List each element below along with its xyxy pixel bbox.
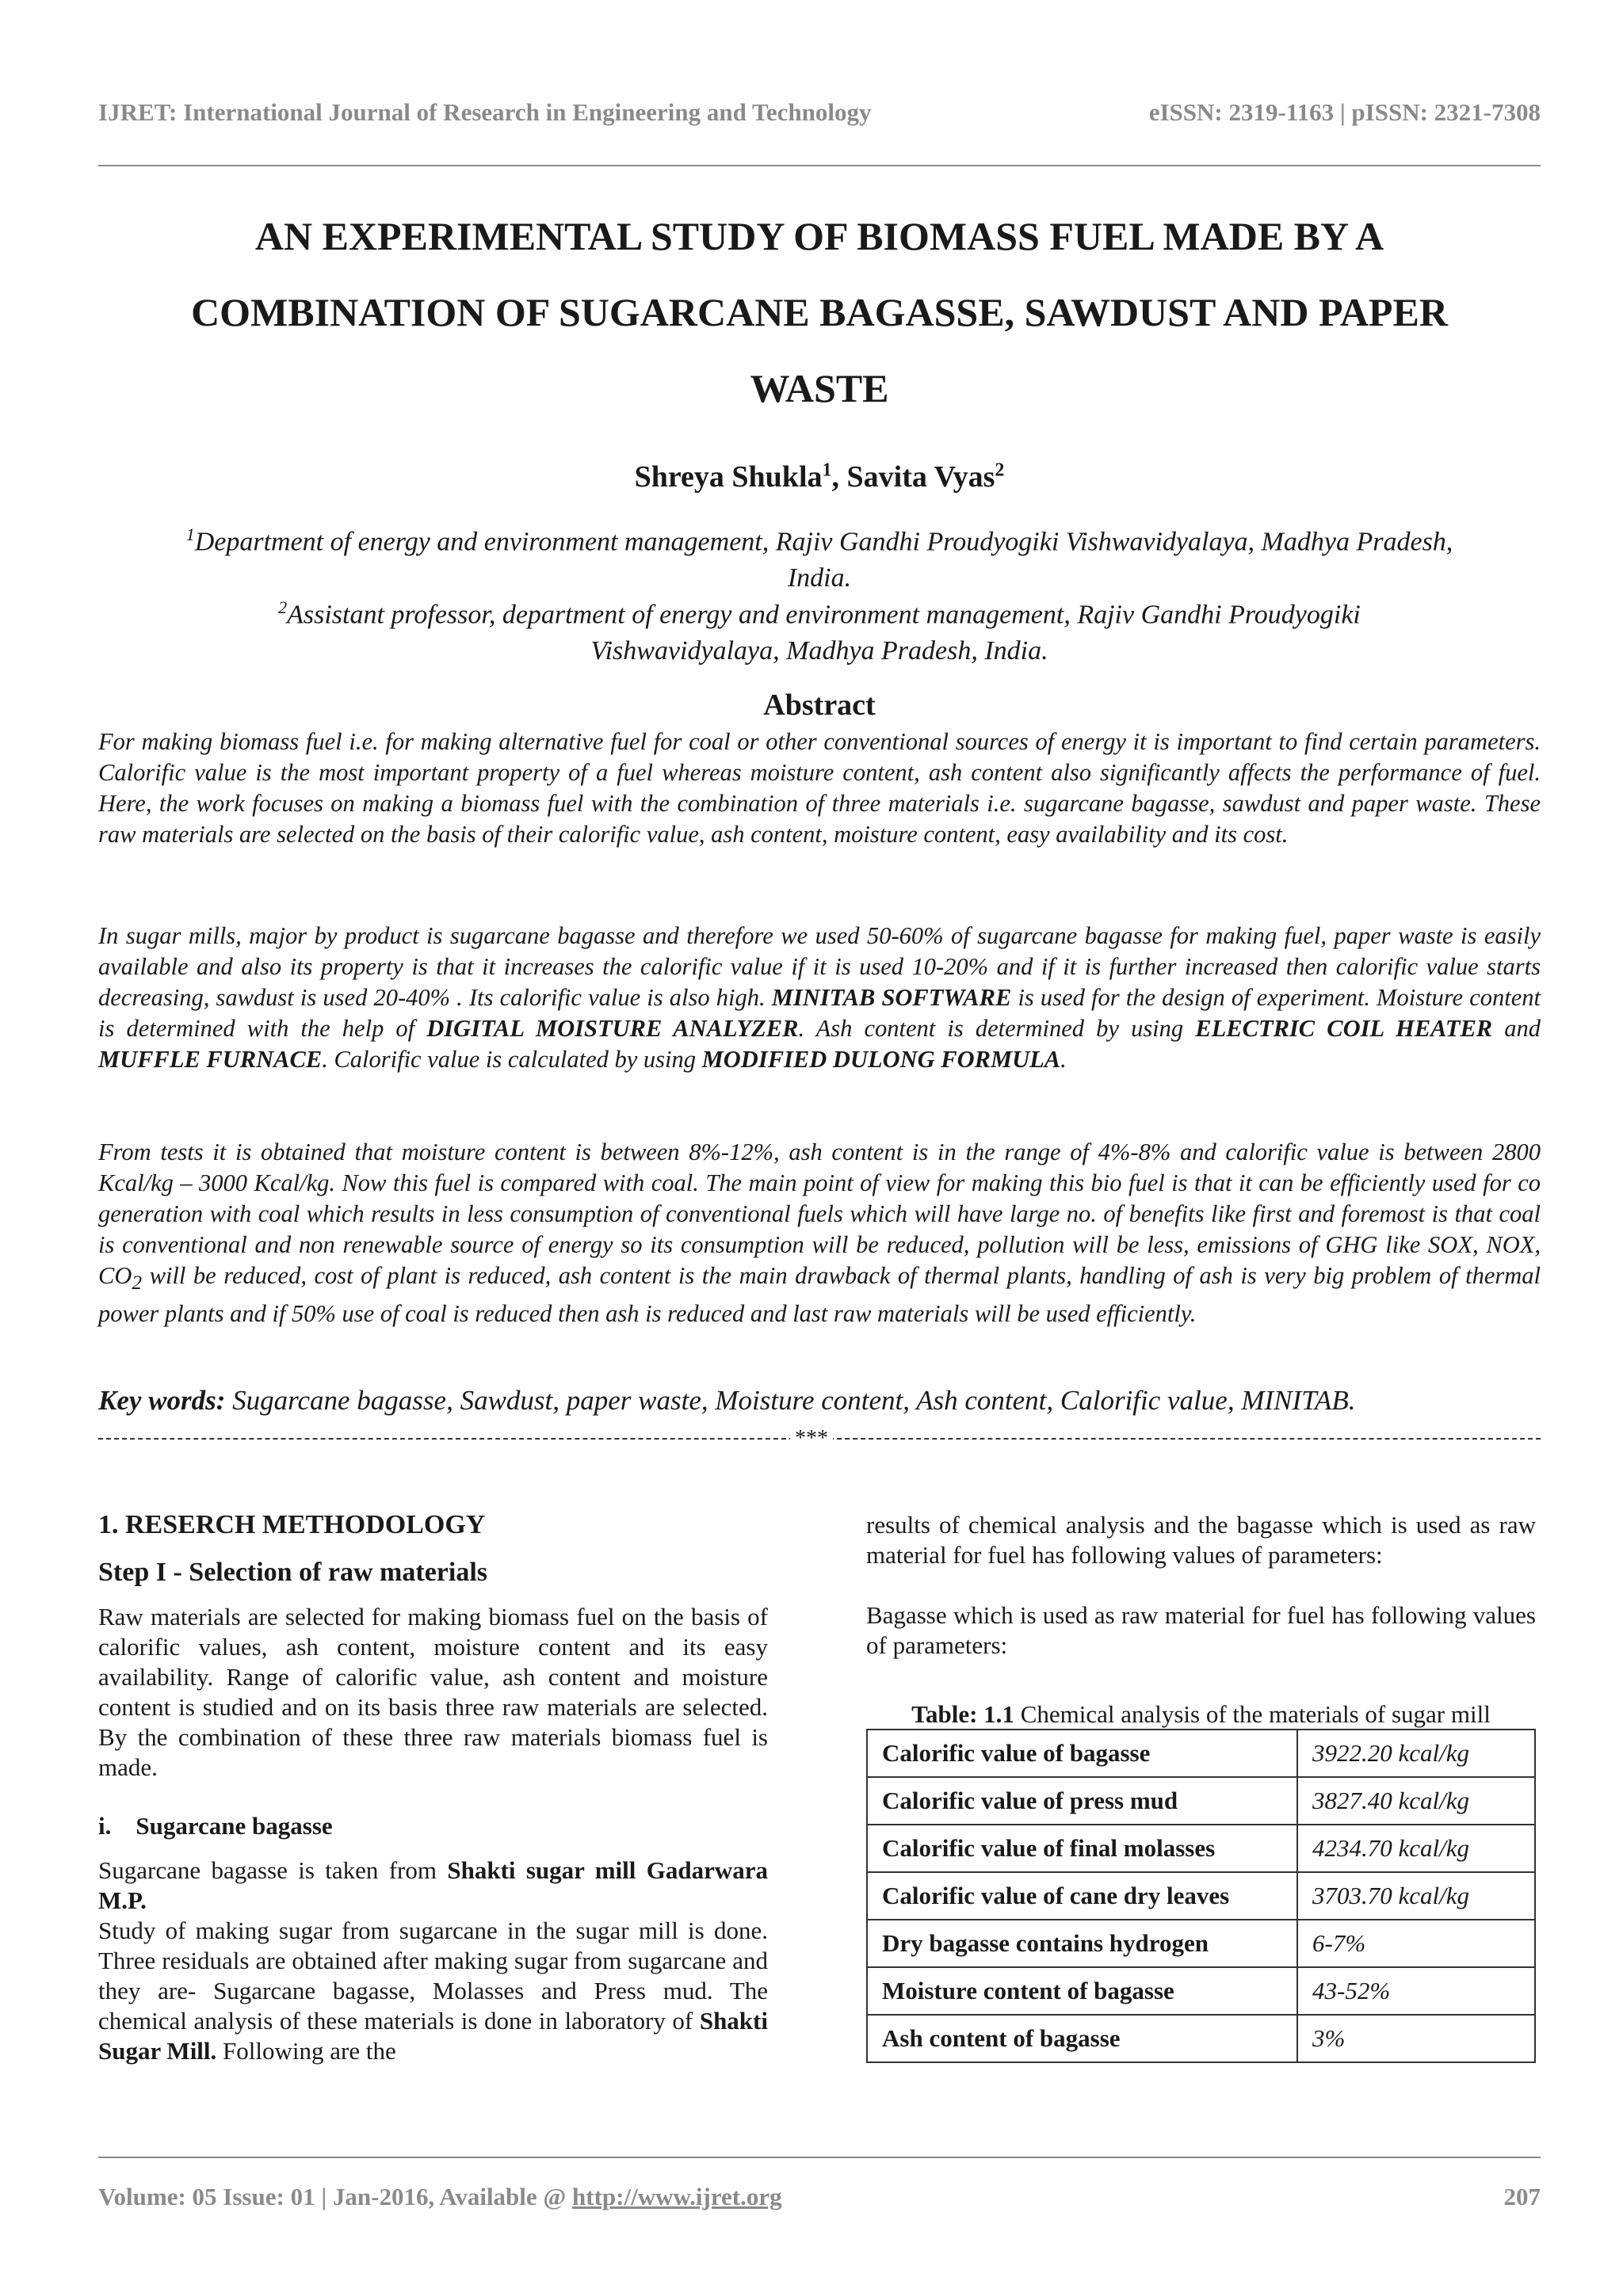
running-header xyxy=(98,98,1541,138)
table-cell-parameter: Dry bagasse contains hydrogen xyxy=(867,1920,1297,1967)
table-row xyxy=(867,2015,1535,2062)
table-row xyxy=(867,1825,1535,1872)
table-cell-value: 4234.70 kcal/kg xyxy=(1297,1825,1535,1872)
page-number: 207 xyxy=(1503,2183,1541,2210)
left-column xyxy=(98,1510,768,2066)
bagasse-source-paragraph: Sugarcane bagasse is taken from Shakti sugar mill Gadarwara M.P. xyxy=(98,1856,768,1914)
running-footer xyxy=(98,2183,1541,2211)
separator-stars: *** xyxy=(0,1426,1623,1451)
bagasse-paragraph: Bagasse which is used as raw material for fuel has following values of parameters: xyxy=(866,1601,1536,1659)
author-2: Savita Vyas xyxy=(846,460,995,494)
affiliation-2: $^2$Assistant professor, department of energy and environment management, Rajiv Gandhi Proudyogiki Vishwavidyalaya, Madhya Pradesh, India. xyxy=(278,597,1361,666)
keywords xyxy=(98,1385,1541,1417)
table-cell-parameter: Moisture content of bagasse xyxy=(867,1967,1297,2015)
table-cell-parameter: Ash content of bagasse xyxy=(867,2015,1297,2062)
table-cell-parameter: Calorific value of cane dry leaves xyxy=(867,1872,1297,1920)
table-row xyxy=(867,1730,1535,1777)
right-column xyxy=(866,1510,1536,1661)
table-row xyxy=(867,1872,1535,1920)
header-rule xyxy=(98,165,1541,166)
issn: eISSN: 2319-1163 | pISSN: 2321-7308 xyxy=(1148,98,1541,126)
paper-title: AN EXPERIMENTAL STUDY OF BIOMASS FUEL MADE BY A COMBINATION OF SUGARCANE BAGASSE, SAWDUST AND PAPER WASTE xyxy=(191,214,1448,410)
journal-name: IJRET: International Journal of Research in Engineering and Technology xyxy=(98,98,872,126)
chemical-analysis-table xyxy=(866,1729,1536,2063)
table-cell-value: 3% xyxy=(1297,2015,1535,2062)
section-heading: 1. RESERCH METHODOLOGY xyxy=(98,1510,486,1539)
table-cell-value: 6-7% xyxy=(1297,1920,1535,1967)
table-cell-value: 3922.20 kcal/kg xyxy=(1297,1730,1535,1777)
abstract-paragraph-1: For making biomass fuel i.e. for making alternative fuel for coal or other conventional sources of energy it is important to find certain parameters. Calorific value is the most important property of a fuel whereas moisture content, ash content also significantly affects the performance of fuel. Here, the work focuses on making a biomass fuel with the combination of three materials i.e. sugarcane bagasse, sawdust and paper waste. These raw materials are selected on the basis of their calorific value, ash content, moisture content, easy availability and its cost. xyxy=(98,728,1541,848)
keywords-text: Sugarcane bagasse, Sawdust, paper waste, Moisture content, Ash content, Calorific value, MINITAB. xyxy=(225,1385,1356,1416)
author-1: Shreya Shukla xyxy=(634,460,823,494)
footer-rule xyxy=(98,2157,1541,2158)
table-row xyxy=(867,1920,1535,1967)
table-cell-value: 3827.40 kcal/kg xyxy=(1297,1777,1535,1825)
step-heading: Step I - Selection of raw materials xyxy=(98,1558,488,1587)
abstract-paragraph-3: From tests it is obtained that moisture content is between 8%-12%, ash content is in the range of 4%-8% and calorific value is between 2800 Kcal/kg – 3000 Kcal/kg. Now this fuel is compared with coal. The main point of view for making this bio fuel is that it can be efficiently used for co generation with coal which results in less consumption of conventional fuels which will have large no. of benefits like first and foremost is that coal is conventional and non renewable source of energy so its consumption will be reduced, pollution will be less, emissions of GHG like SOX, NOX, $CO_2$ will be reduced, cost of plant is reduced, ash content is the main drawback of thermal plants, handling of ash is very big problem of thermal power plants and if 50% use of coal is reduced then ash is reduced and last raw materials will be used efficiently. xyxy=(98,1138,1541,1328)
methodology-paragraph: Raw materials are selected for making biomass fuel on the basis of calorific values, ash content, moisture content and its easy availability. Range of calorific value, ash content and moisture content is studied and on its basis three raw materials are selected. By the combination of these three raw materials biomass fuel is made. xyxy=(98,1603,768,1781)
table-cell-value: 43-52% xyxy=(1297,1967,1535,2015)
table-cell-parameter: Calorific value of final molasses xyxy=(867,1825,1297,1872)
table-row xyxy=(867,1777,1535,1825)
subsection-heading: i. Sugarcane bagasse xyxy=(98,1812,333,1840)
table-cell-parameter: Calorific value of bagasse xyxy=(867,1730,1297,1777)
table-cell-parameter: Calorific value of press mud xyxy=(867,1777,1297,1825)
results-paragraph: results of chemical analysis and the bagasse which is used as raw material for fuel has following values of parameters: xyxy=(866,1511,1536,1569)
keywords-label: Key words: xyxy=(98,1385,226,1416)
abstract-heading: Abstract xyxy=(763,688,876,722)
table-row xyxy=(867,1967,1535,2015)
study-paragraph: Study of making sugar from sugarcane in the sugar mill is done. Three residuals are obtained after making sugar from sugarcane and they are- Sugarcane bagasse, Molasses and Press mud. The chemical analysis of these materials is done in laboratory of Shakti Sugar Mill. Following are the xyxy=(98,1917,768,2065)
authors: Shreya Shukla$^1$, Savita Vyas$^2$ xyxy=(634,460,1005,494)
footer-volume: Volume: 05 Issue: 01 | Jan-2016, Available @ xyxy=(98,2183,573,2210)
abstract-paragraph-2: In sugar mills, major by product is sugarcane bagasse and therefore we used 50-60% of sugarcane bagasse for making fuel, paper waste is easily available and also its property is that it increases the calorific value if it is used 10-20% and if it is further increased then calorific value starts decreasing, sawdust is used 20-40% . Its calorific value is also high. MINITAB SOFTWARE is used for the design of experiment. Moisture content is determined with the help of DIGITAL MOISTURE ANALYZER. Ash content is determined by using ELECTRIC COIL HEATER and MUFFLE FURNACE. Calorific value is calculated by using MODIFIED DULONG FORMULA. xyxy=(98,922,1541,1073)
affiliation-1: $^1$Department of energy and environment management, Rajiv Gandhi Proudyogiki Vishwavidyalaya, Madhya Pradesh, India. xyxy=(185,524,1453,593)
table-cell-value: 3703.70 kcal/kg xyxy=(1297,1872,1535,1920)
table-caption: Table: 1.1 Chemical analysis of the materials of sugar mill xyxy=(911,1700,1491,1728)
journal-link[interactable]: http://www.ijret.org xyxy=(572,2183,782,2210)
